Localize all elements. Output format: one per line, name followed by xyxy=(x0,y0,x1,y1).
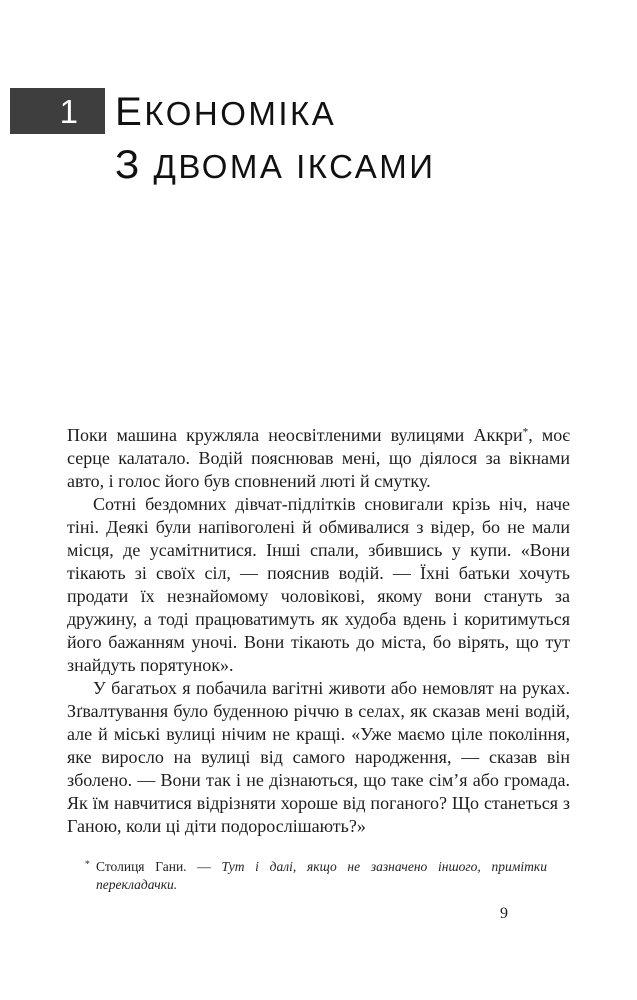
chapter-title-line-1: ЕКОНОМІКА xyxy=(115,89,337,134)
paragraph-2: Сотні бездомних дівчат-підлітків сновигали крізь ніч, наче тіні. Деякі були напівоголені й обмивалися з відер, бо не мали місця, де усамітнитися. Інші спали, збившись у купи. «Вони тікають зі своїх сіл, — пояснив водій. — Їхні батьки хочуть продати їх незнайомому чоловікові, якому вони стануть за дружину, а тоді працюватимуть як худоба вдень і коритимуться його бажанням уночі. Вони тікають до міста, бо вірять, що тут знайдуть порятунок». xyxy=(67,494,570,675)
paragraph-3: У багатьох я побачила вагітні животи або немовлят на руках. Зґвалтування було буденною річчю в селах, як сказав мені водій, але й міські вулиці нічим не кращі. «Уже маємо ціле покоління, яке виросло на вулиці від самого народження, — сказав він зболено. — Вони так і не дізнаються, що таке сім’я або громада. Як їм навчитися відрізняти хороше від поганого? Що станеться з Ганою, коли ці діти подорослішають?» xyxy=(67,678,570,836)
page-number: 9 xyxy=(500,905,508,922)
footnote-text-italic: Тут і далі, якщо не зазначено іншого, примітки перекладачки. xyxy=(96,859,547,892)
paragraph-1-text-continued: , моє серце калатало. Водій пояснював мені, що діялося за вікнами авто, і голос його був сповнений люті й смутку. xyxy=(67,425,570,491)
footnote-text: Столиця Гани. — xyxy=(96,859,222,874)
chapter-number: 1 xyxy=(59,92,78,130)
footnote: * Столиця Гани. — Тут і далі, якщо не зазначено іншого, примітки перекладачки. xyxy=(85,858,547,892)
paragraph-1-text: Поки машина кружляла неосвітленими вулицями Аккри xyxy=(67,425,523,445)
paragraph-1 xyxy=(67,424,570,493)
chapter-number-badge xyxy=(10,88,105,134)
footnote-reference-asterisk: * xyxy=(522,426,529,439)
body-text xyxy=(67,424,570,838)
chapter-title xyxy=(115,86,435,192)
chapter-title-line-2: З ДВОМА ІКСАМИ xyxy=(115,142,436,187)
